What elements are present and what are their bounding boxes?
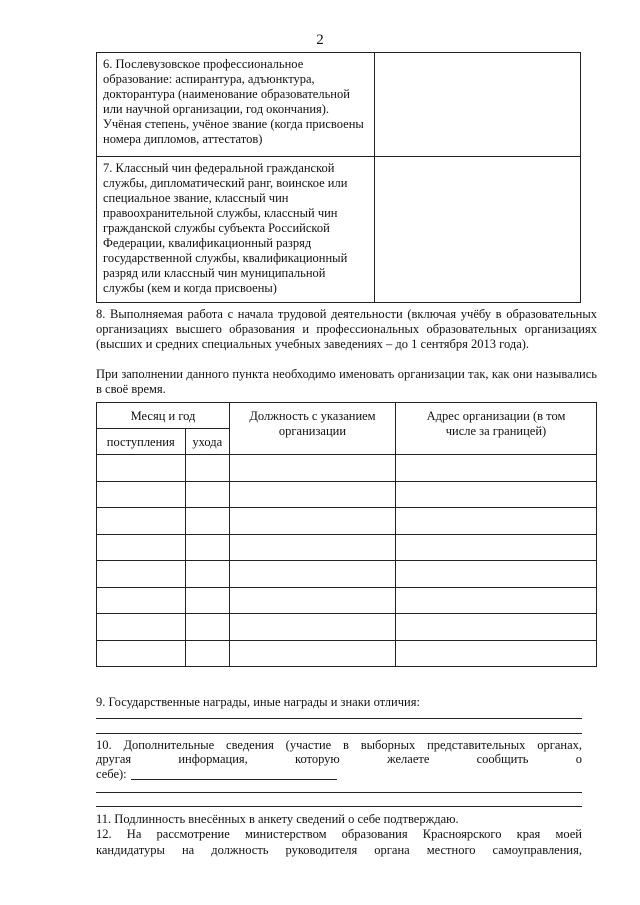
section8-note-body: При заполнении данного пункта необходимо именовать организации так, как они назывались в своё время. [96,367,597,396]
table-row [97,481,597,508]
section6-value-cell[interactable] [375,53,580,156]
table-row [97,614,597,641]
section10-line2: другая информация, которую желаете сообщить о [96,752,582,766]
cell-address[interactable] [395,534,596,561]
section10-fill-line-1[interactable] [96,792,582,793]
cell-position[interactable] [230,455,396,482]
section7-label-cell [97,157,375,302]
cell-entry[interactable] [97,614,186,641]
cell-exit[interactable] [185,614,229,641]
section7-label: 7. Классный чин федеральной гражданской службы, дипломатический ранг, воинское или специальное звание, классный чин правоохранительной службы, классный чин гражданской службы субъекта Российской Федерации, квалификационный разряд государственной службы, квалификационный разряд или классный чин муниципальной службы (кем и когда присвоены) [103,161,348,295]
cell-entry[interactable] [97,508,186,535]
cell-position[interactable] [230,614,396,641]
cell-exit[interactable] [185,640,229,667]
cell-position[interactable] [230,587,396,614]
cell-address[interactable] [395,561,596,588]
section9-fill-line-1[interactable] [96,718,582,719]
cell-position[interactable] [230,640,396,667]
section9-label: 9. Государственные награды, иные награды и знаки отличия: [96,695,420,709]
section8-note [96,367,597,397]
section12-line1: 12. На рассмотрение министерством образования Красноярского края моей [96,827,582,841]
cell-exit[interactable] [185,534,229,561]
cell-position[interactable] [230,561,396,588]
cell-entry[interactable] [97,455,186,482]
cell-position[interactable] [230,481,396,508]
cell-exit[interactable] [185,455,229,482]
section10-fill-line-2[interactable] [96,806,582,807]
header-address: Адрес организации (в том числе за границей) [395,403,596,455]
section8-text [96,307,597,352]
header-month-year: Месяц и год [97,403,230,429]
cell-position[interactable] [230,534,396,561]
section6-label-cell [97,53,375,156]
header-entry: поступления [97,429,186,455]
cell-address[interactable] [395,640,596,667]
cell-position[interactable] [230,508,396,535]
cell-entry[interactable] [97,561,186,588]
header-position: Должность с указанием организации [230,403,396,455]
section8-text-body: 8. Выполняемая работа с начала трудовой деятельности (включая учёбу в образовательных организациях высшего образования и профессиональных образовательных организациях (высших и средних специальных учебных заведениях – до 1 сентября 2013 года). [96,307,597,351]
header-exit: ухода [185,429,229,455]
table-row [97,640,597,667]
section11-text: 11. Подлинность внесённых в анкету сведений о себе подтверждаю. [96,812,459,826]
work-history-table [96,402,597,667]
table-row [97,561,597,588]
cell-exit[interactable] [185,561,229,588]
cell-entry[interactable] [97,640,186,667]
cell-exit[interactable] [185,587,229,614]
table-row [97,534,597,561]
cell-address[interactable] [395,508,596,535]
cell-exit[interactable] [185,508,229,535]
cell-address[interactable] [395,481,596,508]
cell-exit[interactable] [185,481,229,508]
cell-entry[interactable] [97,587,186,614]
page-number: 2 [316,32,324,48]
cell-entry[interactable] [97,534,186,561]
table-row [97,508,597,535]
cell-address[interactable] [395,614,596,641]
cell-entry[interactable] [97,481,186,508]
section7-value-cell[interactable] [375,157,580,302]
cell-address[interactable] [395,455,596,482]
section10-fill-line-inline[interactable] [131,779,337,780]
top-table [96,52,581,303]
cell-address[interactable] [395,587,596,614]
section12-line2: кандидатуры на должность руководителя органа местного самоуправления, [96,843,582,857]
table-row [97,587,597,614]
section6-label: 6. Послевузовское профессиональное образование: аспирантура, адъюнктура, докторантура (наименование образовательной или научной организации, год окончания). Учёная степень, учёное звание (когда присвоены номера дипломов, аттестатов) [103,57,364,146]
section9-fill-line-2[interactable] [96,733,582,734]
table-row [97,455,597,482]
section10-line3: себе): [96,767,127,781]
section10-line1: 10. Дополнительные сведения (участие в выборных представительных органах, [96,738,582,752]
